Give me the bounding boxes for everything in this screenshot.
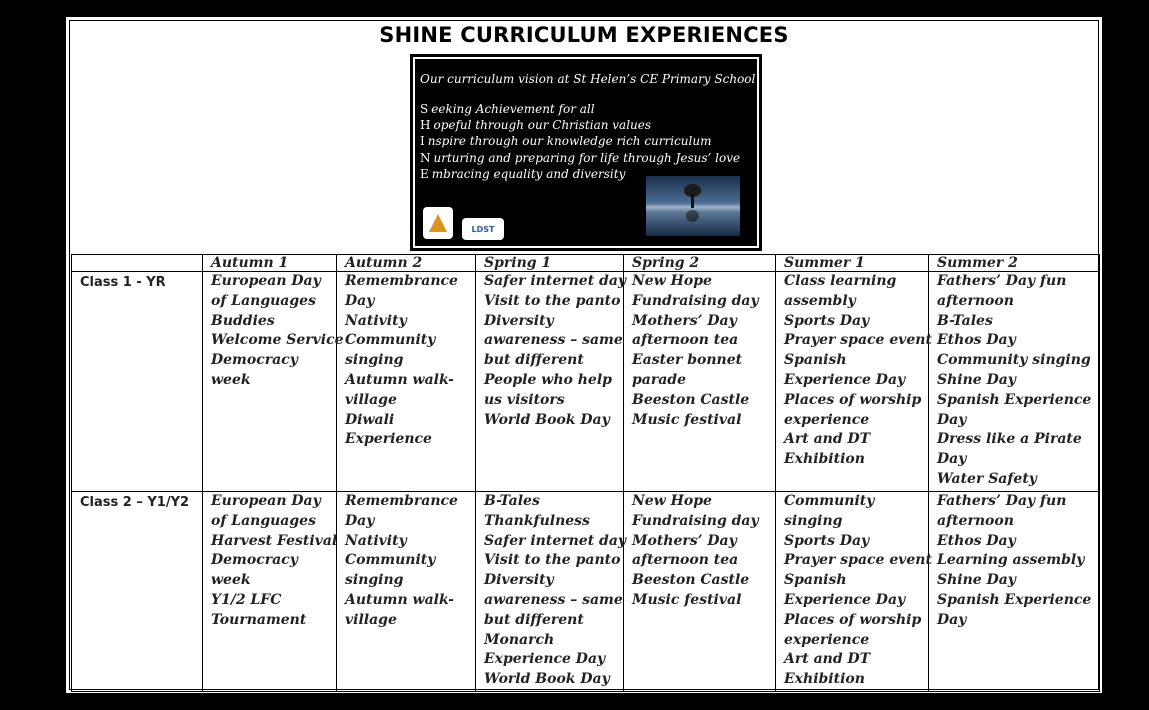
cell-line: Community singing: [937, 352, 1091, 369]
cell-line: experience: [784, 631, 870, 648]
cell-line: Remembrance: [345, 273, 458, 289]
cell-line: European Day: [211, 493, 321, 509]
header-row: [72, 255, 1100, 272]
header-cell-blank: [72, 255, 203, 272]
cell-spring-2: [624, 272, 776, 492]
row-label: Class 1 - YR: [72, 272, 203, 492]
cell-line: Beeston Castle: [632, 572, 750, 589]
cell-line: Places of worship: [784, 611, 922, 628]
cell-line: of Languages: [211, 292, 316, 309]
cell-line: B-Tales: [937, 312, 993, 329]
cell-line: B-Tales: [484, 493, 540, 509]
cell-line: Sports Day: [784, 312, 870, 329]
cell-line: Monarch: [484, 631, 555, 648]
cell-autumn-1: [203, 492, 337, 692]
cell-line: Buddies: [211, 312, 275, 329]
tree-reflection-icon: [686, 210, 699, 222]
header-cell-autumn-2: Autumn 2: [337, 255, 476, 272]
cell-line: New Hope: [632, 273, 712, 289]
cell-line: Water Safety: [937, 470, 1037, 487]
cell-line: Ethos Day: [937, 332, 1016, 349]
table-row: [72, 492, 1100, 692]
vision-text: opeful through our Christian values: [433, 118, 652, 133]
cell-line: Easter bonnet: [632, 352, 743, 369]
cell-line: Fundraising day: [632, 292, 759, 309]
vision-letter: N: [420, 150, 431, 165]
cell-line: World Book Day: [484, 411, 610, 428]
cell-line: awareness – same: [484, 591, 623, 608]
vision-letter: E: [420, 166, 429, 181]
cell-line: Experience Day: [484, 651, 606, 668]
cell-line: Prayer space event: [784, 332, 932, 349]
cell-line: Autumn walk-: [345, 371, 454, 388]
cell-line: Class learning: [784, 273, 897, 289]
cell-autumn-1: [203, 272, 344, 492]
cell-line: week: [211, 572, 251, 589]
cell-line: Fathers’ Day fun: [937, 493, 1067, 509]
cell-line: Fathers’ Day fun: [937, 273, 1067, 289]
cell-line: singing: [345, 352, 404, 369]
cell-line: but different: [484, 352, 584, 369]
cell-line: Democracy: [211, 552, 298, 569]
cell-line: of Languages: [211, 512, 316, 529]
cell-line: Day: [937, 611, 967, 628]
cell-line: Music festival: [632, 591, 742, 608]
cell-line: Ethos Day: [937, 532, 1016, 549]
tree-trunk-icon: [691, 194, 694, 208]
cell-line: European Day: [211, 273, 321, 289]
cell-line: Prayer space event: [784, 552, 932, 569]
cell-line: assembly: [784, 292, 856, 309]
cell-line: experience: [784, 411, 870, 428]
cell-line: Day: [345, 512, 375, 529]
cell-line: us visitors: [484, 391, 565, 408]
cell-line: afternoon tea: [632, 332, 739, 349]
cell-autumn-2: [337, 492, 476, 692]
tree-reflection-image: [646, 176, 740, 236]
cell-line: village: [345, 391, 397, 408]
vision-line: [420, 150, 762, 166]
cell-line: Beeston Castle: [632, 391, 750, 408]
cell-line: Music festival: [632, 411, 742, 428]
vision-letter: H: [420, 118, 431, 133]
cell-line: Thankfulness: [484, 512, 590, 529]
cell-line: Experience: [345, 431, 432, 448]
cell-line: Mothers’ Day: [632, 312, 737, 329]
cell-summer-2: [929, 272, 1100, 492]
document-page: [66, 17, 1102, 693]
cell-summer-2: [929, 492, 1100, 692]
cell-line: afternoon tea: [632, 552, 739, 569]
cell-autumn-2: [337, 272, 476, 492]
cell-line: Visit to the panto: [484, 292, 621, 309]
cell-line: Shine Day: [937, 371, 1016, 388]
cell-line: Mothers’ Day: [632, 532, 737, 549]
ldst-logo: LDST: [462, 218, 504, 240]
cell-line: Learning assembly: [937, 552, 1085, 569]
cell-line: Experience Day: [784, 371, 906, 388]
table-row: [72, 272, 1100, 492]
vision-line: [420, 133, 762, 149]
vision-text: nspire through our knowledge rich curriculum: [427, 134, 712, 149]
cell-line: Art and DT: [784, 651, 871, 668]
document-title: SHINE CURRICULUM EXPERIENCES: [379, 23, 789, 47]
cell-line: but different: [484, 611, 584, 628]
cell-line: Democracy: [211, 352, 298, 369]
cell-line: World Book Day: [484, 671, 610, 688]
cell-spring-1: [476, 492, 627, 692]
cell-line: Exhibition: [784, 451, 865, 468]
cell-line: Tournament: [211, 611, 307, 628]
header-cell-summer-1: Summer 1: [776, 255, 929, 272]
cell-line: Spanish: [784, 572, 847, 589]
cell-line: Places of worship: [784, 391, 922, 408]
curriculum-table: [71, 254, 1100, 692]
cell-line: Experience Day: [784, 591, 906, 608]
cell-line: Visit to the panto: [484, 552, 621, 569]
cell-line: Spanish Experience: [937, 591, 1092, 608]
school-logo-icon: [423, 207, 453, 239]
cell-line: Spanish Experience: [937, 391, 1092, 408]
cell-line: People who help: [484, 371, 612, 388]
cell-line: New Hope: [632, 493, 712, 509]
cell-spring-2: [624, 492, 776, 692]
cell-line: Nativity: [345, 312, 407, 329]
cell-line: Art and DT: [784, 431, 871, 448]
cell-line: Sports Day: [784, 532, 870, 549]
cell-line: Diversity: [484, 572, 554, 589]
cell-line: Community: [345, 552, 436, 569]
cell-line: Harvest Festival: [211, 532, 338, 549]
cell-summer-1: [776, 272, 932, 492]
cell-line: Community: [784, 493, 875, 509]
vision-line: [420, 101, 762, 117]
header-cell-spring-2: Spring 2: [624, 255, 776, 272]
row-label: Class 2 – Y1/Y2: [72, 492, 203, 692]
cell-line: Diwali: [345, 411, 395, 428]
cell-line: Safer internet day: [484, 273, 627, 289]
cell-line: afternoon: [937, 292, 1014, 309]
cell-line: Welcome Service: [211, 332, 344, 349]
cell-line: Dress like a Pirate: [937, 431, 1082, 448]
cell-line: Safer internet day: [484, 532, 627, 549]
header-cell-summer-2: Summer 2: [929, 255, 1100, 272]
cell-line: singing: [345, 572, 404, 589]
cell-line: singing: [784, 512, 843, 529]
cell-line: Community: [345, 332, 436, 349]
cell-line: Day: [345, 292, 375, 309]
header-cell-spring-1: Spring 1: [476, 255, 624, 272]
cell-line: Remembrance: [345, 493, 458, 509]
school-logo-shape-icon: [429, 214, 447, 232]
cell-line: Day: [937, 411, 967, 428]
cell-line: Day: [937, 451, 967, 468]
cell-line: afternoon: [937, 512, 1014, 529]
header-cell-autumn-1: Autumn 1: [203, 255, 337, 272]
vision-text: urturing and preparing for life through Jesus’ love: [433, 150, 741, 165]
cell-line: Exhibition: [784, 671, 865, 688]
vision-line: [420, 117, 762, 133]
cell-spring-1: [476, 272, 627, 492]
cell-line: awareness – same: [484, 332, 623, 349]
cell-line: Diversity: [484, 312, 554, 329]
vision-text: eeking Achievement for all: [431, 102, 595, 116]
vision-panel: [410, 54, 762, 251]
cell-line: Y1/2 LFC: [211, 591, 282, 608]
cell-summer-1: [776, 492, 932, 692]
vision-letter: I: [420, 134, 425, 149]
cell-line: Shine Day: [937, 572, 1016, 589]
cell-line: village: [345, 611, 397, 628]
vision-letter: S: [420, 102, 429, 116]
cell-line: Nativity: [345, 532, 407, 549]
cell-line: Fundraising day: [632, 512, 759, 529]
cell-line: Autumn walk-: [345, 591, 454, 608]
vision-text: mbracing equality and diversity: [431, 166, 626, 181]
vision-heading: Our curriculum vision at St Helen’s CE Primary School: [420, 72, 756, 86]
cell-line: parade: [632, 371, 687, 388]
cell-line: Spanish: [784, 352, 847, 369]
cell-line: week: [211, 371, 251, 388]
